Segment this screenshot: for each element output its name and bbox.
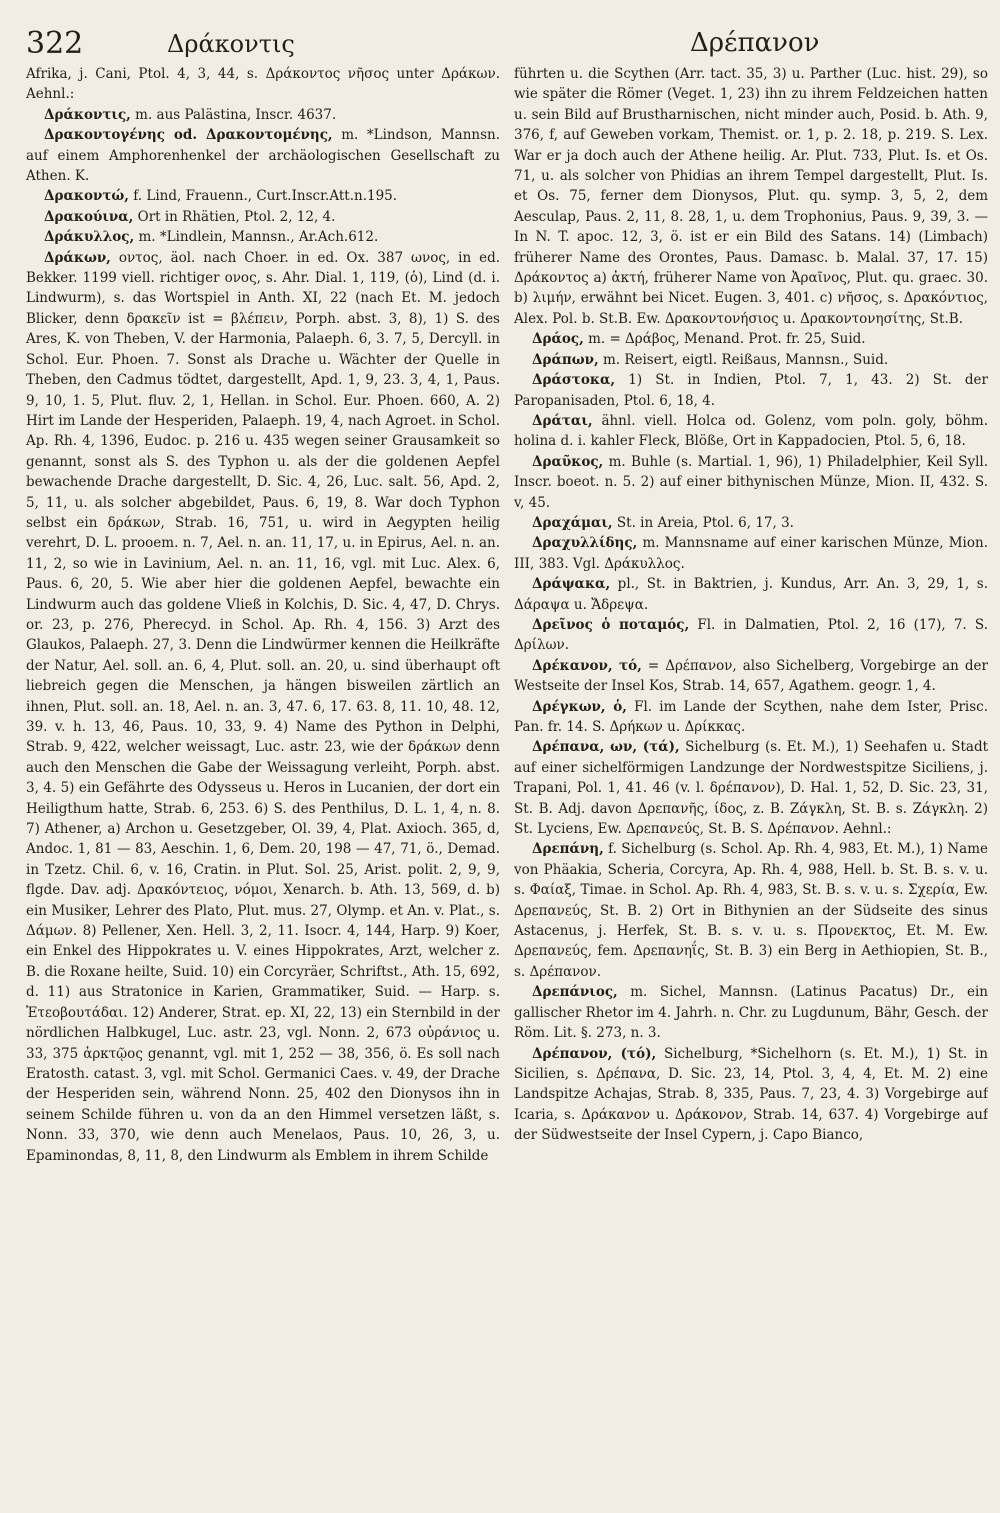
dictionary-entry (514, 329, 988, 349)
left-running-headword: Δράκοντις (167, 30, 295, 58)
dictionary-entry (514, 697, 988, 738)
dictionary-entry (514, 615, 988, 656)
page-header (12, 20, 986, 64)
page-number: 322 (26, 26, 84, 61)
entry-headword: Δρακοντώ, (44, 188, 129, 205)
dictionary-entry (514, 64, 988, 329)
entry-text: führten u. die Scythen (Arr. tact. 35, 3) u. Parther (Luc. hist. 29), so wie später die Römer (Veget. 1, 23) ihn zu ihrem Feldzeichen hatten u. sein Bild auf Brustharnischen, nicht minder auch, Posid. b. Ath. 9, 376, f, auf Geweben vorkam, Themist. or. 1, p. 2. 18, p. 219. S. Lex. War er ja doch auch der Athene heilig. Ar. Plut. 733, Plut. Is. et Os. 71, u. als solcher von Phidias an ihrem Tempel dargestellt, Plut. Is. et Os. 75, ferner dem Dionysos, Plut. qu. symp. 3, 5, 2, dem Aesculap, Paus. 2, 11, 8. 28, 1, u. dem Trophonius, Paus. 9, 39, 3. — In N. T. apoc. 12, 3, ö. ist er ein Bild des Satans. 14) (Limbach) früherer Name des Orontes, Paus. Damasc. b. Malal. 37, 17. 15) Δράκοντος a) ἀκτή, früherer Name von Ἀραῖνος, Plut. qu. graec. 30. b) λιμήν, erwähnt bei Nicet. Eugen. 3, 401. c) νῆσος, s. Δρακόντιος, Alex. Pol. b. St.B. Ew. Δρακοντονήσιος u. Δρακοντονησίτης, St.B. (514, 66, 988, 327)
dictionary-entry (26, 248, 500, 1166)
entry-text: Sichelburg (s. Et. M.), 1) Seehafen u. Stadt auf einer sichelförmigen Landzunge der Nordwestspitze Siciliens, j. Trapani, Pol. 1, 41. 46 (v. l. δρέπανον), D. Hal. 1, 52, D. Sic. 23, 31, St. B. Adj. davon Δρεπανῆς, ίδος, z. B. Ζάγκλη, St. B. s. Ζάγκλη. 2) St. Lyciens, Ew. Δρεπανεύς, St. B. S. Δρέπανον. Aehnl.: (514, 739, 988, 838)
dictionary-entry (26, 105, 500, 125)
text-columns (26, 64, 988, 1504)
entry-text: m. Buhle (s. Martial. 1, 96), 1) Philadelphier, Keil Syll. Inscr. boeot. n. 5. 2) auf einer bithynischen Münze, Mion. II, 432. S. v, 45. (514, 453, 988, 511)
entry-text: m. aus Palästina, Inscr. 4637. (135, 106, 337, 123)
entry-text: Sichelburg, *Sichelhorn (s. Et. M.), 1) St. in Sicilien, s. Δρέπανα, D. Sic. 23, 14, Ptol. 3, 4, 4, Et. M. 2) eine Landspitze Achajas, Strab. 8, 335, Paus. 7, 23, 4. 3) Vorgebirge auf Icaria, s. Δράκανον u. Δράκονον, Strab. 14, 637. 4) Vorgebirge auf der Südwestseite der Insel Cypern, j. Capo Bianco, (514, 1045, 988, 1144)
dictionary-entry (26, 125, 500, 186)
entry-headword: Δραῦκος, (532, 453, 604, 470)
entry-text: m. *Lindlein, Mannsn., Ar.Ach.612. (138, 229, 379, 246)
dictionary-entry (26, 186, 500, 206)
entry-headword: Δρέκανον, τό, (532, 657, 642, 674)
entry-text: m. Mannsname auf einer karischen Münze, Mion. III, 383. Vgl. Δράκυλλος. (514, 535, 988, 572)
entry-headword: Δρέπανα, ων, (τά), (532, 739, 680, 756)
entry-headword: Δράψακα, (532, 576, 611, 593)
entry-text: Afrika, j. Cani, Ptol. 4, 3, 44, s. Δράκοντος νῆσος unter Δράκων. Aehnl.: (26, 66, 500, 103)
entry-headword: Δράκων, (44, 249, 111, 266)
entry-headword: Δρακοντογένης od. Δρακοντομένης, (44, 127, 333, 144)
entry-text: pl., St. in Baktrien, j. Kundus, Arr. An. 3, 29, 1, s. Δάραψα u. Ἄδρεψα. (514, 576, 988, 613)
dictionary-entry (514, 452, 988, 513)
entry-text: St. in Areia, Ptol. 6, 17, 3. (616, 514, 794, 531)
dictionary-entry (514, 533, 988, 574)
dictionary-entry (514, 1044, 988, 1146)
entry-text: Fl. in Dalmatien, Ptol. 2, 16 (17), 7. S. Δρίλων. (514, 616, 988, 654)
entry-text: ähnl. viell. Holca od. Golenz, vom poln. goly, böhm. holina d. i. kahler Fleck, Blöße, Ort in Kappadocien, Ptol. 5, 6, 18. (514, 412, 988, 450)
entry-headword: Δραχάμαι, (532, 514, 613, 531)
entry-text: 1) St. in Indien, Ptol. 7, 1, 43. 2) St. der Paropanisaden, Ptol. 6, 18, 4. (514, 372, 988, 409)
entry-text: οντος, äol. nach Choer. in ed. Ox. 387 ωνος, in ed. Bekker. 1199 viell. richtiger ονος, s. Ahr. Dial. 1, 119, (ὁ), Lind (d. i. Lindwurm), s. das Wortspiel in Anth. XI, 22 (nach Et. M. jedoch Blicker, denn δρακεῖν ist = βλέπειν, Porph. abst. 3, 8), 1) S. des Ares, K. von Theben, V. der Harmonia, Palaeph. 6, 3. 7, 5, Dercyll. in Schol. Eur. Phoen. 7. Sonst als Drache u. Wächter der Quelle in Theben, den Cadmus tödtet, dargestellt, Apd. 1, 9, 23. 3, 4, 1, Paus. 9, 10, 1. 5, Plut. fluv. 2, 1, Hellan. in Schol. Eur. Phoen. 660, A. 2) Hirt im Lande der Hesperiden, Palaeph. 19, 4, nach Agroet. in Schol. Ap. Rh. 4, 1396, Eudoc. p. 216 u. 435 wegen seiner Grausamkeit so genannt, sonst als S. des Typhon u. als der die goldenen Aepfel bewachende Drache dargestellt, D. Sic. 4, 26, Luc. salt. 56, Apd. 2, 5, 11, u. als solcher abgebildet, Paus. 6, 19, 8. War doch Typhon selbst ein δράκων, Strab. 16, 751, u. wird in Aegypten heilig verehrt, D. L. prooem. n. 7, Ael. n. an. 11, 17, u. in Epirus, Ael. n. an. 11, 2, so wie in Lavinium, Ael. n. an. 11, 16, vgl. mit Luc. Alex. 6, Paus. 6, 20, 5. Wie aber hier die goldenen Aepfel, bewachte ein Lindwurm auch das goldene Vließ in Kolchis, D. Sic. 4, 47, D. Chrys. or. 23, p. 276, Pherecyd. in Schol. Ap. Rh. 4, 156. 3) Arzt des Glaukos, Palaeph. 27, 3. Denn die Lindwürmer kennen die Heilkräfte der Natur, Ael. soll. an. 6, 4, Plut. soll. an. 20, u. sind überhaupt oft liebreich gegen die Menschen, ja hängen bisweilen zärtlich an ihnen, Plut. soll. an. 18, Ael. n. an. 3, 47. 6, 17. 63. 8, 11. 10, 48. 12, 39. v. h. 13, 46, Paus. 10, 33, 9. 4) Name des Python in Delphi, Strab. 9, 422, welcher weissagt, Luc. astr. 23, wie der δράκων denn auch den Menschen die Gabe der Weissagung verleiht, Porph. abst. 3, 4. 5) ein Gefährte des Odysseus u. Heros in Lucanien, der dort ein Heiligthum hatte, Strab. 6, 253. 6) S. des Penthilus, D. L. 1, 4, n. 8. 7) Athener, a) Archon u. Gesetzgeber, Ol. 39, 4, Plat. Axioch. 365, d, Andoc. 1, 81 — 83, Aeschin. 1, 6, Dem. 20, 198 — 47, 71, ö., Demad. in Tzetz. Chil. 6, v. 16, Cratin. in Plut. Sol. 25, Arist. polit. 2, 9, 9, flgde. Dav. adj. Δρακόντειος, νόμοι, Xenarch. b. Ath. 13, 569, d. b) ein Musiker, Lehrer des Plato, Plut. mus. 27, Olymp. et An. v. Plat., s. Δάμων. 8) Pellener, Xen. Hell. 3, 2, 11. Isocr. 4, 144, Harp. 9) Koer, ein Enkel des Hippokrates u. V. eines Hippokrates, Arzt, welcher z. B. die Roxane heilte, Suid. 10) ein Corcyräer, Schriftst., Ath. 15, 692, d. 11) aus Stratonice in Karien, Grammatiker, Suid. — Harp. s. Ἐτεοβουτάδαι. 12) Anderer, Strat. ep. XI, 22, 13) ein Sternbild in der nördlichen Halbkugel, Luc. astr. 23, vgl. Nonn. 2, 673 οὐράνιος u. 33, 375 ἀρκτῷος genannt, vgl. mit 1, 252 — 38, 356, ö. Es soll nach Eratosth. catast. 3, vgl. mit Schol. Germanici Caes. v. 49, der Drache der Hesperiden sein, während Nonn. 25, 402 den Dionysos ihn in seinem Schilde führen u. von da an den Himmel versetzen läßt, s. Nonn. 33, 370, wie denn auch Menelaos, Paus. 10, 26, 3, u. Epaminondas, 8, 11, 8, den Lindwurm als Emblem in ihrem Schilde (26, 249, 500, 1164)
dictionary-entry (514, 513, 988, 533)
entry-text: Ort in Rhätien, Ptol. 2, 12, 4. (137, 208, 336, 225)
entry-headword: Δρακούινα, (44, 208, 134, 225)
entry-headword: Δράπων, (532, 351, 599, 368)
dictionary-entry (26, 207, 500, 227)
dictionary-entry (514, 411, 988, 452)
entry-headword: Δράκοντις, (44, 106, 131, 123)
entry-text: f. Lind, Frauenn., Curt.Inscr.Att.n.195. (133, 188, 398, 205)
entry-headword: Δράστοκα, (532, 372, 616, 389)
right-column (514, 64, 988, 1504)
right-running-headword: Δρέπανον (690, 28, 820, 58)
entry-headword: Δράκυλλος, (44, 229, 135, 246)
entry-text: m. Reisert, eigtl. Reißaus, Mannsn., Suid. (602, 351, 889, 368)
left-column (26, 64, 500, 1504)
dictionary-entry (514, 350, 988, 370)
entry-headword: Δρεπάνιος, (532, 984, 618, 1001)
dictionary-entry (514, 839, 988, 982)
entry-headword: Δρέγκων, ὁ, (532, 698, 627, 715)
dictionary-entry (514, 656, 988, 697)
dictionary-entry (514, 982, 988, 1043)
entry-text: f. Sichelburg (s. Schol. Ap. Rh. 4, 983, Et. M.), 1) Name von Phäakia, Scheria, Corcyra, Ap. Rh. 4, 988, Hell. b. St. B. s. v. u. s. Φαίαξ, Timae. in Schol. Ap. Rh. 4, 983, St. B. s. v. u. s. Σχερία, Ew. Δρεπανεύς, St. B. 2) Ort in Bithynien an der Südseite des sinus Astacenus, j. Herfek, St. B. s. v. u. s. Προνεκτος, Et. M. Ew. Δρεπανεύς, fem. Δρεπανηΐς, St. B. 3) ein Berg in Aethiopien, St. B., s. Δρέπανον. (514, 841, 988, 980)
entry-headword: Δρέπανον, (τό), (532, 1045, 657, 1062)
entry-text: Fl. im Lande der Scythen, nahe dem Ister, Prisc. Pan. fr. 14. S. Δρήκων u. Δρίκκας. (514, 698, 988, 735)
entry-text: m. *Lindson, Mannsn. auf einem Amphorenhenkel der archäologischen Gesellschaft zu Athen. K. (26, 127, 500, 185)
entry-headword: Δραχυλλίδης, (532, 535, 638, 552)
entry-headword: Δρεπάνη, (532, 841, 604, 858)
entry-text: = Δρέπανον, also Sichelberg, Vorgebirge an der Westseite der Insel Kos, Strab. 14, 657, Agathem. geogr. 1, 4. (514, 657, 988, 695)
entry-headword: Δράται, (532, 412, 593, 429)
entry-headword: Δρεῖνος ὁ ποταμός, (532, 616, 690, 633)
dictionary-entry (26, 227, 500, 247)
dictionary-entry (514, 737, 988, 839)
entry-text: m. Sichel, Mannsn. (Latinus Pacatus) Dr., ein gallischer Rhetor im 4. Jahrh. n. Chr. zu Lugdunum, Bähr, Gesch. der Röm. Lit. §. 273, n. 3. (514, 984, 988, 1042)
dictionary-entry (514, 370, 988, 411)
entry-headword: Δράος, (532, 331, 584, 348)
dictionary-entry (514, 574, 988, 615)
entry-text: m. = Δράβος, Menand. Prot. fr. 25, Suid. (588, 331, 866, 348)
dictionary-entry (26, 64, 500, 105)
